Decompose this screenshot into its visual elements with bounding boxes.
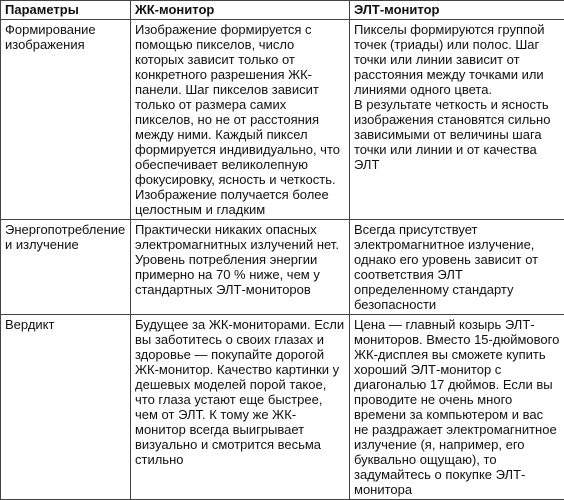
table-row: [1, 315, 564, 500]
table-row: [1, 220, 564, 315]
crt-power-radiation: [350, 220, 564, 315]
param-image-formation: Формирование изображения: [1, 20, 131, 220]
crt-image-formation-p1: Пикселы формируются группой точек (триады) или полос. Шаг точки или линии зависит от расстояния между точками или линиями одного цвета.: [354, 22, 560, 97]
header-lcd-monitor: ЖК-монитор: [131, 1, 350, 20]
crt-power-radiation-p1: Всегда присутствует электромагнитное излучение, однако его уровень зависит от соответствия ЭЛТ определенному стандарту безопасности: [354, 222, 560, 312]
crt-verdict-p1: Цена — главный козырь ЭЛТ-мониторов. Вместо 15-дюймового ЖК-дисплея вы сможете купить хороший ЭЛТ-монитор с диагональю 17 дюймов. Если вы проводите не очень много времени за компьютером и вас не раздражает электромагнитное излучение (я, например, его буквально ощущаю), то задумайтесь о покупке ЭЛТ-монитора: [354, 317, 560, 497]
lcd-power-radiation: Практически никаких опасных электромагнитных излучений нет. Уровень потребления энергии примерно на 70 % ниже, чем у стандартных ЭЛТ-мониторов: [131, 220, 350, 315]
lcd-image-formation: Изображение формируется с помощью пикселов, число которых зависит только от конкретного разрешения ЖК-панели. Шаг пикселов зависит только от размера самих пикселов, но не от расстояния между ними. Каждый пиксел формируется индивидуально, что обеспечивает великолепную фокусировку, ясность и четкость. Изображение получается более целостным и гладким: [131, 20, 350, 220]
lcd-verdict: Будущее за ЖК-мониторами. Если вы заботитесь о своих глазах и здоровье — покупайте дорогой ЖК-монитор. Качество картинки у дешевых моделей порой такое, что глаза устают еще быстрее, чем от ЭЛТ. К тому же ЖК-монитор всегда выигрывает визуально и смотрится весьма стильно: [131, 315, 350, 500]
param-verdict: Вердикт: [1, 315, 131, 500]
crt-image-formation: [350, 20, 564, 220]
crt-verdict: [350, 315, 564, 500]
header-parameters: Параметры: [1, 1, 131, 20]
header-crt-monitor: ЭЛТ-монитор: [350, 1, 564, 20]
table-header-row: [1, 1, 564, 20]
table-row: [1, 20, 564, 220]
param-power-radiation: Энергопотребление и излучение: [1, 220, 131, 315]
crt-image-formation-p2: В результате четкость и ясность изображения становятся сильно зависимыми от величины шага точки или линии и от качества ЭЛТ: [354, 97, 560, 172]
